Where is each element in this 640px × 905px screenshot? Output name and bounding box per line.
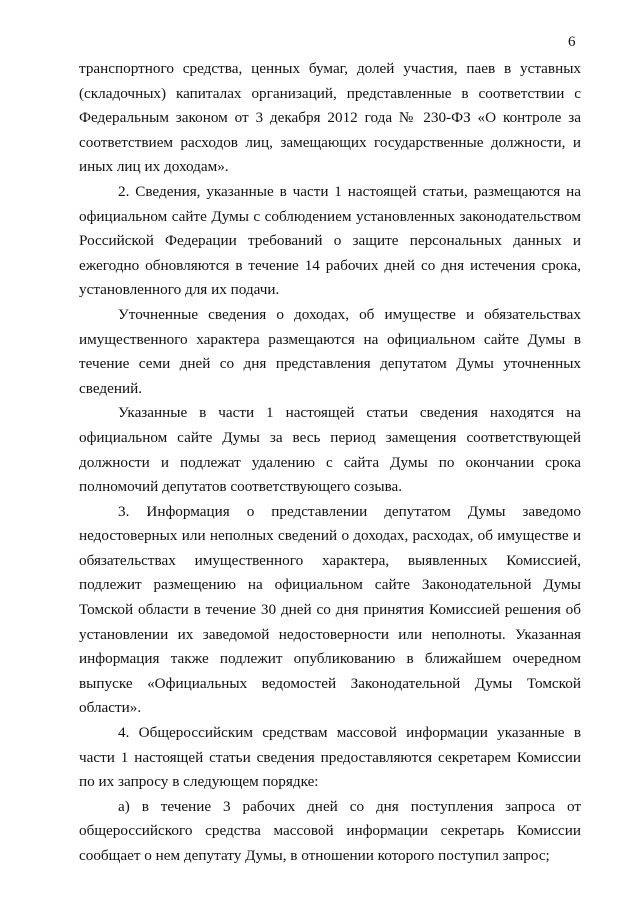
paragraph-subitem-a: а) в течение 3 рабочих дней со дня поступления запроса от общероссийского средства массовой информации секретарь Комиссии сообщает о нем депутату Думы, в отношении которого поступил запрос; (79, 797, 581, 864)
page-number: 6 (568, 34, 576, 50)
document-body (79, 57, 581, 869)
paragraph-continuation: транспортного средства, ценных бумаг, долей участия, паев в уставных (складочных) капиталах организаций, представленные в соответствии с Федеральным законом от 3 декабря 2012 года № 230-ФЗ «О контроле за соответствием расходов лиц, замещающих государственные должности, и иных лиц их доходам». (79, 60, 581, 176)
paragraph-clarified-info: Уточненные сведения о доходах, об имуществе и обязательствах имущественного характера размещаются на официальном сайте Думы в течение семи дней со дня представления депутатом Думы уточненных сведений. (79, 305, 581, 397)
paragraph-part-3: 3. Информация о представлении депутатом Думы заведомо недостоверных или неполных сведений о доходах, расходах, об имуществе и обязательствах имущественного характера, выявленных Комиссией, подлежит размещению на официальном сайте Законодательной Думы Томской области в течение 30 дней со дня принятия Комиссией решения об установлении их заведомой недостоверности или неполноты. Указанная информация также подлежит опубликованию в ближайшем очередном выпуске «Официальных ведомостей Законодательной Думы Томской области». (79, 502, 581, 717)
paragraph-part-4: 4. Общероссийским средствам массовой информации указанные в части 1 настоящей статьи сведения предоставляются секретарем Комиссии по их запросу в следующем порядке: (79, 724, 581, 791)
paragraph-part-2: 2. Сведения, указанные в части 1 настоящей статьи, размещаются на официальном сайте Думы с соблюдением установленных законодательством Российской Федерации требований о защите персональных данных и ежегодно обновляются в течение 14 рабочих дней со дня истечения срока, установленного для их подачи. (79, 182, 581, 299)
paragraph-retention-period: Указанные в части 1 настоящей статьи сведения находятся на официальном сайте Думы за весь период замещения соответствующей должности и подлежат удалению с сайта Думы по окончании срока полномочий депутатов соответствующего созыва. (79, 404, 581, 496)
